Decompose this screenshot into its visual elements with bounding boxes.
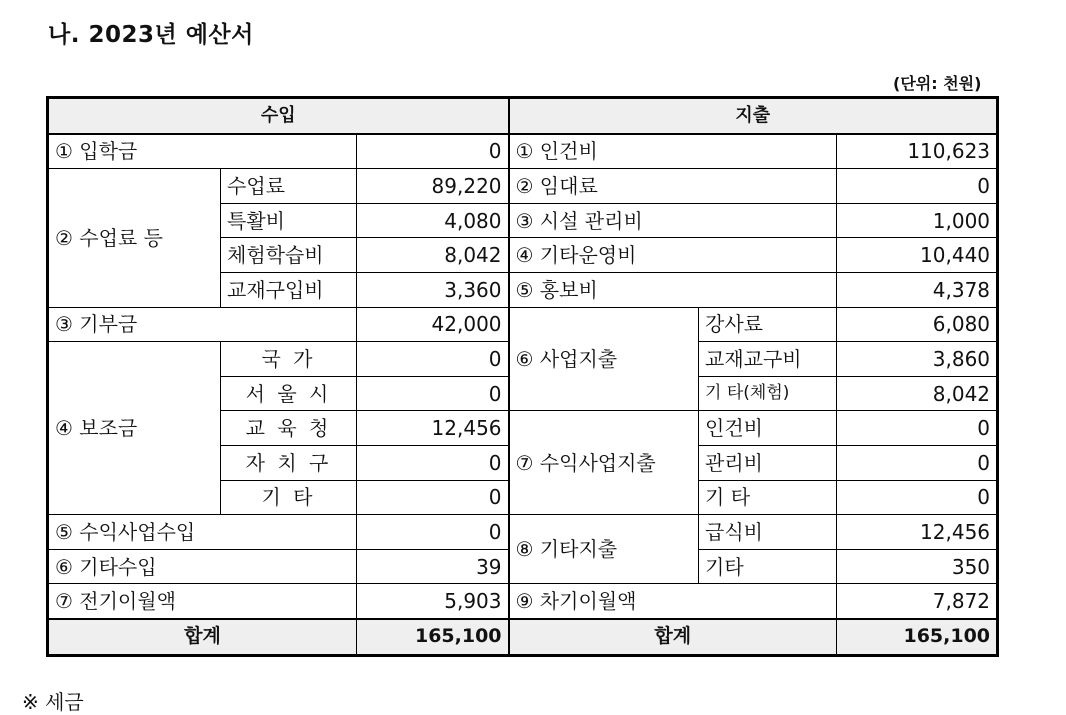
income-carry-in-value: 5,903 [357,584,509,619]
income-subsidy-item-label: 국 가 [221,342,357,377]
income-tuition-item-label: 특활비 [221,203,357,238]
table-row [48,307,998,342]
expense-personnel-label: ① 인건비 [509,134,837,169]
expense-other-item-label: 급식비 [699,515,837,550]
table-row [48,169,998,204]
expense-profit-item-label: 관리비 [699,445,837,480]
income-donation-label: ③ 기부금 [48,307,357,342]
expense-operation-label: ④ 기타운영비 [509,238,837,273]
expense-profit-item-label: 인건비 [699,411,837,446]
expense-total-value: 165,100 [837,619,998,655]
income-subsidy-item-value: 0 [357,445,509,480]
income-total-label: 합계 [48,619,357,655]
income-subsidy-item-value: 0 [357,376,509,411]
expense-project-item-value: 6,080 [837,307,998,342]
income-tuition-item-value: 4,080 [357,203,509,238]
expense-profit-item-value: 0 [837,411,998,446]
income-tuition-item-label: 수업료 [221,169,357,204]
expense-facility-value: 1,000 [837,203,998,238]
income-carry-in-label: ⑦ 전기이월액 [48,584,357,619]
unit-label: (단위: 천원) [893,74,982,93]
expense-profit-item-value: 0 [837,480,998,515]
expense-profit-item-value: 0 [837,445,998,480]
expense-other-item-value: 350 [837,549,998,584]
expense-project-item-label: 강사료 [699,307,837,342]
table-header-row [48,98,998,134]
expense-other-item-label: 기타 [699,549,837,584]
expense-carry-out-label: ⑨ 차기이월액 [509,584,837,619]
expense-header: 지출 [509,98,998,134]
expense-other-item-value: 12,456 [837,515,998,550]
expense-profit-item-label: 기 타 [699,480,837,515]
expense-other-label: ⑧ 기타지출 [509,515,699,584]
income-subsidy-item-label: 교 육 청 [221,411,357,446]
expense-rent-value: 0 [837,169,998,204]
income-subsidy-item-label: 기 타 [221,480,357,515]
expense-project-label: ⑥ 사업지출 [509,307,699,411]
expense-carry-out-value: 7,872 [837,584,998,619]
expense-promotion-label: ⑤ 홍보비 [509,272,837,307]
income-other-value: 39 [357,549,509,584]
expense-rent-label: ② 임대료 [509,169,837,204]
page-title: 나. 2023년 예산서 [48,22,254,48]
income-subsidy-item-value: 0 [357,480,509,515]
expense-project-item-label: 교재교구비 [699,342,837,377]
income-header: 수입 [48,98,509,134]
budget-table [46,96,999,657]
income-subsidy-label: ④ 보조금 [48,342,221,515]
income-other-label: ⑥ 기타수입 [48,549,357,584]
expense-operation-value: 10,440 [837,238,998,273]
expense-project-item-label: 기 타(체험) [699,376,837,411]
income-tuition-label: ② 수업료 등 [48,169,221,307]
expense-facility-label: ③ 시설 관리비 [509,203,837,238]
income-profit-label: ⑤ 수익사업수입 [48,515,357,550]
income-subsidy-item-value: 12,456 [357,411,509,446]
income-donation-value: 42,000 [357,307,509,342]
footnote: ※ 세금 [22,690,84,714]
income-tuition-item-value: 8,042 [357,238,509,273]
total-row [48,619,998,655]
income-admission-value: 0 [357,134,509,169]
income-subsidy-item-label: 서 울 시 [221,376,357,411]
expense-profit-label: ⑦ 수익사업지출 [509,411,699,515]
table-row [48,134,998,169]
table-row [48,515,998,550]
income-tuition-item-value: 3,360 [357,272,509,307]
expense-total-label: 합계 [509,619,837,655]
expense-project-item-value: 8,042 [837,376,998,411]
expense-project-item-value: 3,860 [837,342,998,377]
income-admission-label: ① 입학금 [48,134,357,169]
income-subsidy-item-value: 0 [357,342,509,377]
income-total-value: 165,100 [357,619,509,655]
income-subsidy-item-label: 자 치 구 [221,445,357,480]
expense-promotion-value: 4,378 [837,272,998,307]
income-profit-value: 0 [357,515,509,550]
income-tuition-item-label: 체험학습비 [221,238,357,273]
expense-personnel-value: 110,623 [837,134,998,169]
table-row [48,584,998,619]
income-tuition-item-label: 교재구입비 [221,272,357,307]
income-tuition-item-value: 89,220 [357,169,509,204]
